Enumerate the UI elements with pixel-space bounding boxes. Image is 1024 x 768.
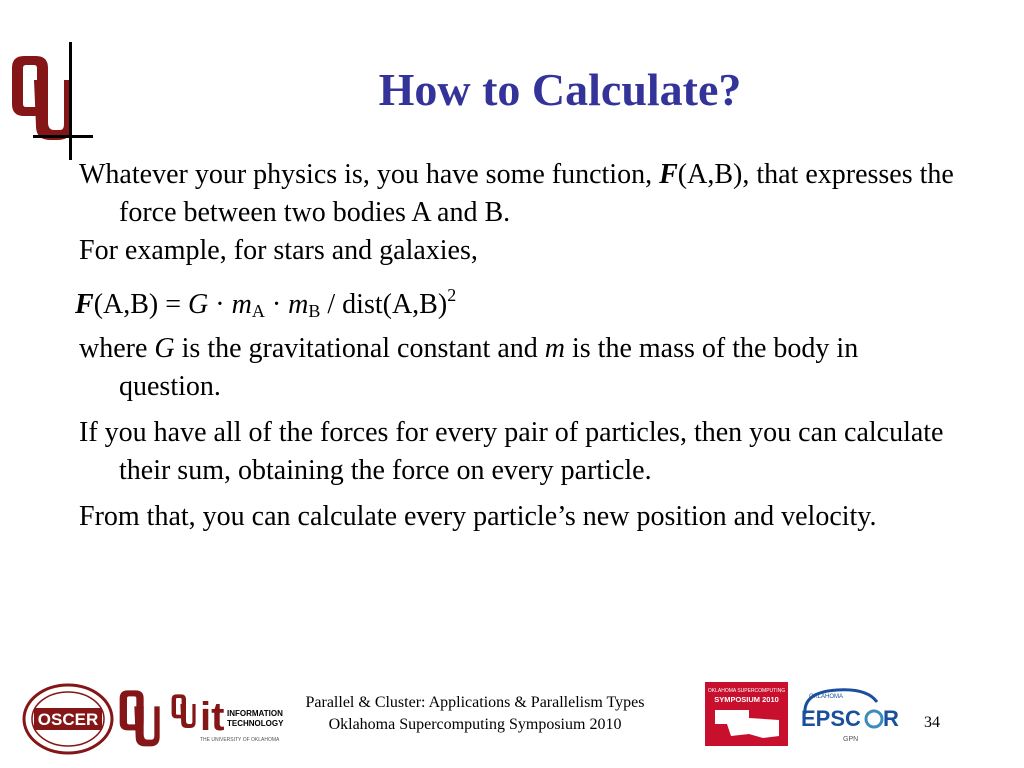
slide-body [75, 156, 959, 536]
gravity-formula [75, 276, 959, 330]
paragraph-forces: If you have all of the forces for every pair of particles, then you can calculate their sum, obtaining the force on every particle. [79, 417, 944, 486]
paragraph-where [79, 330, 959, 406]
formula-tail: / dist(A,B) [320, 289, 448, 320]
formula-args: (A,B) = [93, 289, 189, 320]
header-vertical-rule [69, 42, 72, 160]
p1-function-f: F [659, 159, 678, 190]
formula-dot-2: · [264, 289, 289, 320]
symposium-logo-main: SYMPOSIUM 2010 [714, 695, 779, 704]
paragraph-velocity: From that, you can calculate every particle’s new position and velocity. [79, 501, 877, 532]
epscor-logo-top: OKLAHOMA [809, 694, 844, 700]
oscer-logo-icon [22, 683, 114, 755]
p3-g: G [154, 333, 175, 364]
formula-dot-1: · [208, 289, 232, 320]
it-logo-text: it [200, 695, 225, 739]
formula-exponent: 2 [447, 285, 457, 305]
footer-line-1: Parallel & Cluster: Applications & Parallelism Types [305, 694, 645, 711]
epscor-logo-main: EPSC [801, 706, 861, 731]
p3-text-b: is the gravitational constant and [174, 333, 545, 364]
formula-m-b: m [288, 289, 309, 320]
footer-line-2: Oklahoma Supercomputing Symposium 2010 [328, 716, 622, 733]
footer-text [255, 692, 695, 736]
p1-text-b: (A,B), that expresses the force between two bodies A and B. [119, 159, 954, 228]
oscer-logo-text: OSCER [37, 710, 99, 729]
p3-text-c: is the mass of the body in question. [119, 333, 859, 402]
it-logo-line3: THE UNIVERSITY OF OKLAHOMA [200, 737, 280, 743]
ou-footer-logo-icon [117, 684, 161, 750]
formula-m-a: m [231, 289, 252, 320]
supercomputing-symposium-logo-icon [705, 682, 788, 746]
paragraph-function [79, 156, 959, 232]
paragraph-example: For example, for stars and galaxies, [79, 235, 478, 266]
formula-sub-b: B [308, 301, 321, 321]
slide-title: How to Calculate? [378, 64, 742, 115]
ou-logo-icon [8, 50, 74, 142]
p1-text-a: Whatever your physics is, you have some function, [79, 159, 660, 190]
symposium-logo-top: OKLAHOMA SUPERCOMPUTING [707, 688, 786, 694]
formula-f: F [75, 289, 94, 320]
p3-text-a: where [79, 333, 155, 364]
epscor-logo-gpn: GPN [843, 736, 859, 743]
formula-sub-a: A [251, 301, 265, 321]
page-number: 34 [924, 714, 940, 731]
header-horizontal-rule [33, 135, 93, 138]
it-logo-line1: INFORMATION [227, 709, 283, 718]
p3-m: m [544, 333, 565, 364]
formula-g: G [188, 289, 209, 320]
it-logo-line2: TECHNOLOGY [227, 719, 284, 728]
epscor-logo-icon [797, 684, 897, 746]
epscor-logo-r: R [883, 706, 899, 731]
